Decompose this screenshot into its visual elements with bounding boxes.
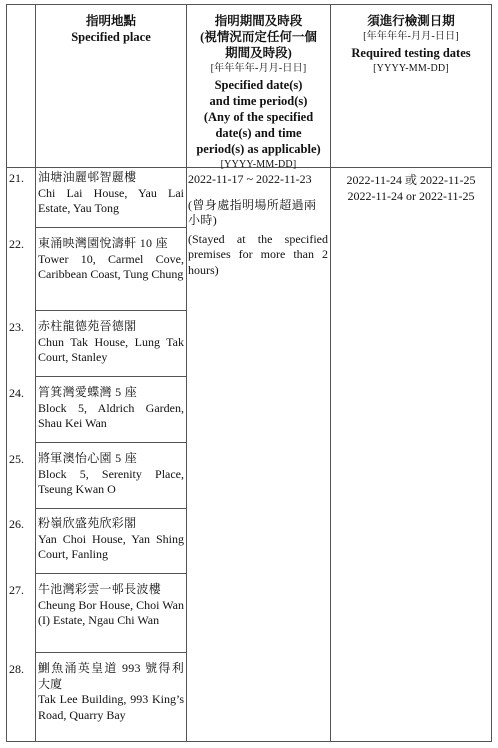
specified-place-cell: [38, 516, 184, 563]
specified-place-cell: [38, 170, 184, 217]
place-name-zh: 粉嶺欣盛苑欣彩閣: [38, 516, 137, 530]
specified-place-cell: [38, 451, 184, 498]
header-period-format-en: [YYYY-MM-DD]: [220, 159, 297, 170]
row-separator: [35, 652, 187, 653]
place-name-en: Chi Lai House, Yau Lai Estate, Yau Tong: [38, 185, 184, 215]
row-number: 23.: [9, 320, 24, 334]
header-period-zh-3: 期間及時段): [225, 46, 292, 60]
place-name-en: Yan Choi House, Yan Shing Court, Fanling: [38, 531, 184, 561]
header-place-en: Specified place: [71, 30, 151, 44]
period-note-en: (Stayed at the specified premises for more than 2 hours): [188, 231, 328, 277]
row-separator: [35, 227, 187, 228]
row-separator: [35, 442, 187, 443]
row-number: 26.: [9, 517, 24, 531]
specified-place-cell: [38, 236, 184, 283]
specified-place-cell: [38, 319, 184, 366]
period-dates: 2022-11-17 ~ 2022-11-23: [188, 172, 312, 186]
header-period-en-2: and time period(s): [209, 94, 308, 108]
row-separator: [35, 573, 187, 574]
table-left-border: [6, 4, 7, 741]
place-name-en: Chun Tak House, Lung Tak Court, Stanley: [38, 334, 184, 364]
row-number: 24.: [9, 386, 24, 400]
row-number: 28.: [9, 662, 24, 676]
place-name-zh: 將軍澳怡心園 5 座: [38, 451, 138, 465]
place-name-en: Cheung Bor House, Choi Wan (I) Estate, Ngau Chi Wan: [38, 597, 184, 627]
period-column-divider: [330, 4, 331, 741]
header-testing-dates: [331, 13, 491, 77]
place-name-en: Block 5, Serenity Place, Tseung Kwan O: [38, 466, 184, 496]
header-period-en-3: (Any of the specified: [203, 110, 314, 124]
row-number: 22.: [9, 237, 24, 251]
table-right-border: [491, 4, 492, 741]
header-test-format-zh: [年年年年-月月-日日]: [363, 31, 459, 42]
row-number: 25.: [9, 452, 24, 466]
header-place-zh: 指明地點: [85, 14, 136, 28]
table-top-border: [6, 4, 492, 5]
specified-place-cell: [38, 582, 184, 629]
header-period-en-5: period(s) as applicable): [196, 142, 321, 156]
place-name-en: Block 5, Aldrich Garden, Shau Kei Wan: [38, 400, 184, 430]
place-name-zh: 赤柱龍德苑晉德閣: [38, 319, 137, 333]
testing-dates-cell: [332, 172, 490, 204]
header-period-format-zh: [年年年年-月月-日日]: [210, 63, 307, 74]
row-separator: [35, 310, 187, 311]
period-note-zh: (曾身處指明場所超過兩小時): [188, 197, 317, 227]
place-name-en: Tak Lee Building, 993 King’s Road, Quarry Bay: [38, 692, 184, 722]
specified-period-cell: [188, 170, 328, 278]
place-name-zh: 牛池灣彩雲一邨長波樓: [38, 582, 162, 596]
header-period-en-1: Specified date(s): [214, 78, 303, 92]
header-test-zh: 須進行檢測日期: [367, 14, 455, 28]
place-name-en: Tower 10, Carmel Cove, Caribbean Coast, Tung Chung: [38, 251, 184, 281]
row-separator: [35, 508, 187, 509]
header-period-zh-2: (視情況而定任何一個: [200, 30, 317, 44]
specified-place-cell: [38, 385, 184, 432]
header-specified-place: [36, 13, 186, 45]
row-separator: [35, 376, 187, 377]
row-number: 27.: [9, 583, 24, 597]
place-name-zh: 油塘油麗邨智麗樓: [38, 170, 137, 184]
place-name-zh: 筲箕灣愛蝶灣 5 座: [38, 385, 138, 399]
row-number: 21.: [9, 171, 24, 185]
header-period-zh-1: 指明期間及時段: [214, 14, 303, 28]
testing-dates-zh: 2022-11-24 或 2022-11-25: [346, 173, 476, 187]
table-bottom-border: [6, 741, 492, 742]
place-name-zh: 東涌映灣園悅濤軒 10 座: [38, 236, 168, 250]
header-test-format-en: [YYYY-MM-DD]: [373, 63, 449, 74]
header-test-en: Required testing dates: [351, 46, 471, 60]
header-period-en-4: date(s) and time: [215, 126, 302, 140]
testing-dates-en: 2022-11-24 or 2022-11-25: [347, 189, 475, 203]
place-name-zh: 鰂魚涌英皇道 993 號得利大廈: [38, 661, 184, 691]
header-specified-period: [187, 13, 330, 173]
specified-place-cell: [38, 661, 184, 723]
num-column-divider: [35, 4, 36, 741]
